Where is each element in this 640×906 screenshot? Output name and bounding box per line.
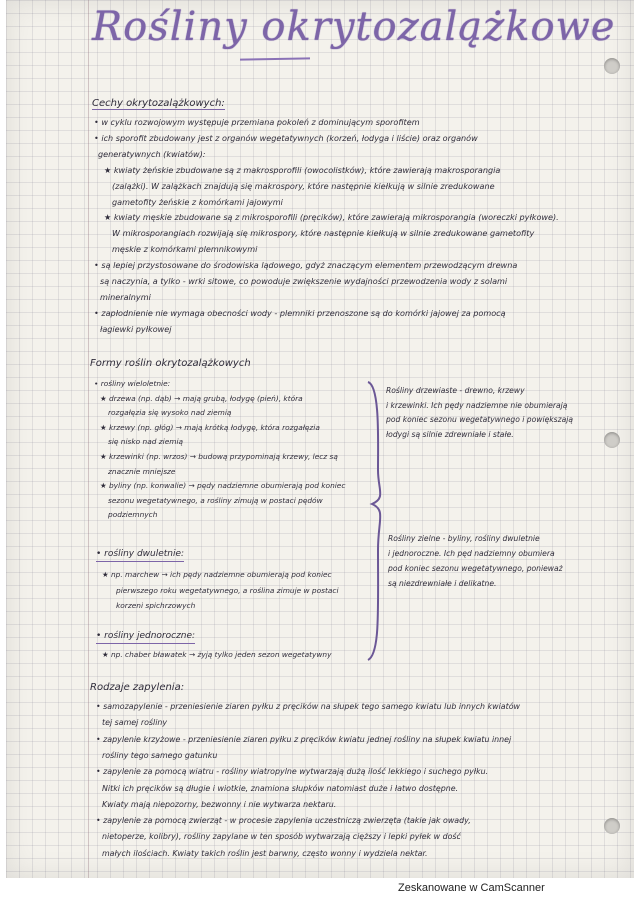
note-line: Nitki ich pręcików są długie i wiotkie, znamiona słupków natomiast duże i łatwo dostępne. <box>102 783 459 793</box>
page-title: Rośliny okrytozalążkowe <box>92 4 616 50</box>
biennial-heading: • rośliny dwuletnie: <box>96 548 184 562</box>
margin-line <box>88 0 89 878</box>
note-line: Rośliny zielne - byliny, rośliny dwuletnie <box>388 534 540 543</box>
note-line: gametofity żeńskie z komórkami jajowymi <box>112 196 283 207</box>
note-line: łagiewki pyłkowej <box>100 323 172 334</box>
note-line: sezonu wegetatywnego, a rośliny zimują w postaci pędów <box>108 495 323 505</box>
note-line: • zapylenie za pomocą zwierząt - w procesie zapylenia uczestniczą zwierzęta (takie jak owady, <box>96 816 471 826</box>
note-line: pod koniec sezonu wegetatywnego i powiększają <box>386 415 574 425</box>
curly-bracket <box>364 380 390 662</box>
note-line: się nisko nad ziemią <box>108 437 184 447</box>
note-line: nietoperze, kolibry), rośliny zapylane w ten sposób wytwarzają cięższy i lepki pyłek w dość <box>102 832 461 842</box>
note-line: łodygi są silnie zdrewniałe i stałe. <box>386 429 514 439</box>
note-line: (zalążki). W zalążkach znajdują się makrospory, które następnie kiełkują w silnie zredukowane <box>112 180 495 191</box>
note-line: Rośliny drzewiaste - drewno, krzewy <box>386 386 525 395</box>
note-line: ★ kwiaty żeńskie zbudowane są z makrosporofili (owocolistków), które zawierają makrosporangia <box>104 164 501 175</box>
note-line: męskie z komórkami plemnikowymi <box>112 244 258 255</box>
note-line: ★ np. chaber bławatek → żyją tylko jeden sezon wegetatywny <box>102 650 332 659</box>
note-line: małych ilościach. Kwiaty takich roślin jest barwny, często wonny i wydziela nektar. <box>102 848 428 858</box>
punch-hole-top <box>604 58 620 74</box>
section-heading-forms: Formy roślin okrytozalążkowych <box>90 358 251 369</box>
note-line: • zapłodnienie nie wymaga obecności wody - plemniki przenoszone są do komórki jajowej za pomocą <box>94 307 506 318</box>
note-line: ★ krzewy (np. głóg) → mają krótką łodygę, która rozgałęzia <box>100 422 320 432</box>
note-line: ★ krzewinki (np. wrzos) → budową przypominają krzewy, lecz są <box>100 452 338 461</box>
note-line: rozgałęzia się wysoko nad ziemią <box>108 408 232 418</box>
note-line: generatywnych (kwiatów): <box>98 148 206 159</box>
note-line: rośliny tego samego gatunku <box>102 750 218 760</box>
note-line: korzeni spichrzowych <box>116 601 196 610</box>
note-line: • są lepiej przystosowane do środowiska lądowego, gdyż znaczącym elementem przewodzącym drewna <box>94 260 518 271</box>
note-line: Kwiaty mają niepozorny, bezwonny i nie wytwarza nektaru. <box>102 799 337 809</box>
note-line: ★ byliny (np. konwalie) → pędy nadziemne obumierają pod koniec <box>100 481 346 491</box>
scanner-footer: Zeskanowane w CamScanner <box>398 882 545 894</box>
note-line: znacznie mniejsze <box>108 466 176 476</box>
note-line: są naczynia, a tylko - wrki sitowe, co powoduje zwiększenie wydajności przewodzenia wody z solami <box>100 276 508 286</box>
note-line: ★ kwiaty męskie zbudowane są z mikrosporofili (pręcików), które zawierają mikrosporangia (woreczki pyłkowe). <box>104 212 559 223</box>
note-line: • zapylenie za pomocą wiatru - rośliny wiatropylne wytwarzają dużą ilość lekkiego i suchego pyłku. <box>96 767 489 777</box>
note-line: • zapylenie krzyżowe - przeniesienie ziaren pyłku z pręcików kwiatu jednej rośliny na słupek kwiatu innej <box>96 734 512 744</box>
punch-hole-middle <box>604 432 620 448</box>
note-line: i jednoroczne. Ich pęd nadziemny obumiera <box>388 549 555 558</box>
note-line: pod koniec sezonu wegetatywnego, ponieważ <box>388 564 563 573</box>
note-line: W mikrosporangiach rozwijają się mikrospory, które następnie kiełkują w silnie zredukowane gametofity <box>112 228 535 239</box>
section-heading-pollination: Rodzaje zapylenia: <box>90 682 185 693</box>
note-line: • w cyklu rozwojowym występuje przemiana pokoleń z dominującym sporofitem <box>94 117 420 127</box>
note-line: • samozapylenie - przeniesienie ziaren pyłku z pręcików na słupek tego samego kwiatu lub innych kwiatów <box>96 702 520 711</box>
note-line: ★ np. marchew → ich pędy nadziemne obumierają pod koniec <box>102 570 332 579</box>
note-line: są niezdrewniałe i delikatne. <box>388 579 497 588</box>
note-line: • ich sporofit zbudowany jest z organów wegetatywnych (korzeń, łodyga i liście) oraz organów <box>94 132 478 143</box>
note-line: i krzewinki. Ich pędy nadziemne nie obumierają <box>386 400 568 410</box>
section-heading-features: Cechy okrytozalążkowych: <box>92 98 225 109</box>
note-line: • rośliny wieloletnie: <box>94 379 171 388</box>
annual-heading: • rośliny jednoroczne: <box>96 630 195 644</box>
note-line: tej samej rośliny <box>102 718 168 728</box>
punch-hole-bottom <box>604 818 620 834</box>
note-line: pierwszego roku wegetatywnego, a roślina zimuje w postaci <box>116 585 339 595</box>
note-line: podziemnych <box>108 510 158 520</box>
note-line: mineralnymi <box>100 291 151 302</box>
note-line: ★ drzewa (np. dąb) → mają grubą, łodygę (pień), która <box>100 393 303 403</box>
